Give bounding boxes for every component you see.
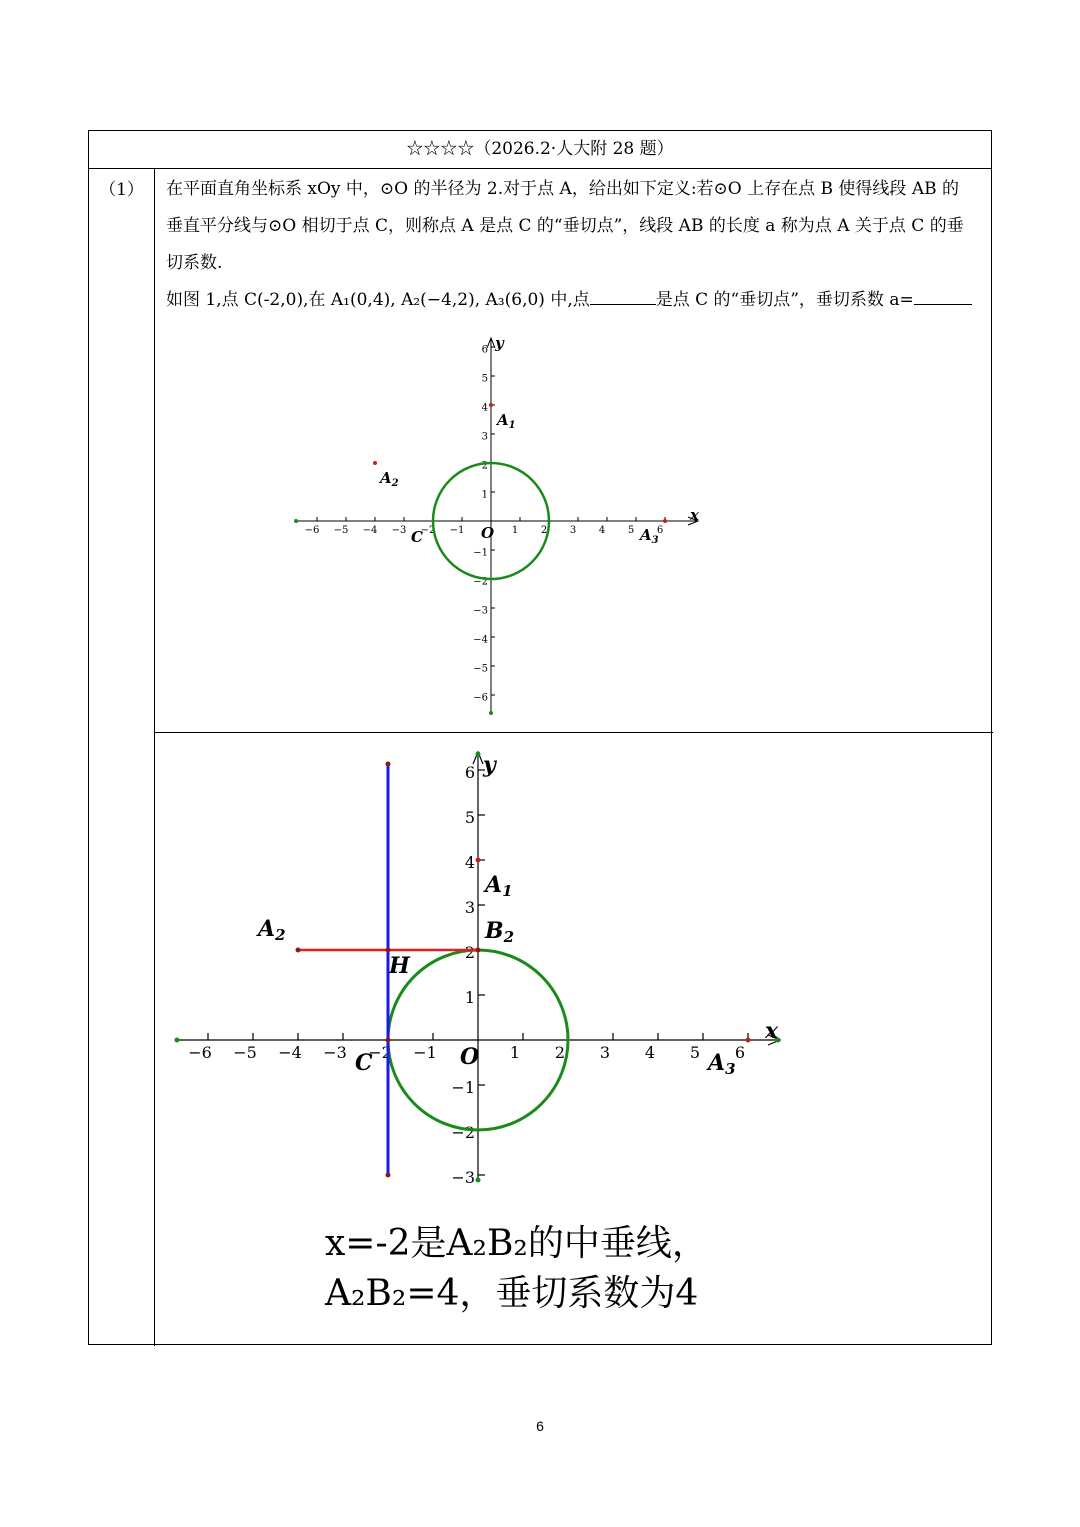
x-tick-label: 6 (734, 1043, 746, 1062)
point-b2 (476, 948, 481, 953)
y-tick-label: −1 (451, 1078, 475, 1098)
row-separator (155, 732, 993, 733)
y-tick-label: 2 (464, 943, 475, 963)
axis-end-dot-y (489, 711, 493, 715)
question-line-4 (166, 282, 981, 319)
y-tick-label: 2 (481, 460, 488, 472)
y-tick-label: 1 (464, 988, 475, 1008)
x-tick-label: 3 (569, 525, 577, 536)
x-tick-label: −3 (323, 1043, 347, 1062)
x-tick-label: 1 (509, 1043, 521, 1062)
figure-1-coordinate-plane (280, 330, 720, 720)
x-tick-label: −5 (233, 1043, 257, 1062)
point-c (386, 1038, 391, 1043)
y-tick-label: −3 (451, 1168, 475, 1188)
y-axis-label: y (495, 334, 504, 352)
answer-blank-point[interactable] (590, 288, 656, 305)
question-line-4-mid: 是点 C 的“垂切点”，垂切系数 a= (655, 290, 914, 310)
answer-blank-coefficient[interactable] (914, 288, 972, 305)
x-axis-label: x (690, 506, 699, 524)
label-c: C (355, 1050, 373, 1076)
x-tick-label: −5 (333, 525, 349, 536)
label-a3: $A_3$ (640, 526, 659, 546)
point-a2 (296, 948, 301, 953)
y-tick-label: 6 (481, 344, 488, 356)
x-tick-label: 4 (598, 525, 606, 536)
y-tick-label: 5 (481, 373, 488, 385)
x-tick-label: 2 (540, 525, 548, 536)
line-end-dot-bottom (386, 1173, 391, 1178)
y-tick-label: −6 (473, 692, 488, 704)
question-line-1: 在平面直角坐标系 xOy 中，⊙O 的半径为 2.对于点 A，给出如下定义:若⊙O 上存在点 B 使得线段 AB 的 (166, 179, 960, 199)
point-a3 (663, 519, 667, 523)
y-tick-label: 4 (464, 853, 475, 873)
y-tick-label: −2 (451, 1123, 475, 1143)
y-tick-label: 1 (481, 489, 488, 501)
x-tick-label: 4 (644, 1043, 656, 1062)
x-tick-label: −3 (391, 525, 407, 536)
solution-note-line-1: x=-2是A₂B₂的中垂线， (325, 1223, 708, 1264)
y-tick-label: 3 (464, 898, 475, 918)
y-tick-label: 4 (481, 402, 488, 414)
label-a3: A3 (708, 1050, 736, 1078)
x-tick-label: 5 (627, 525, 635, 536)
y-tick-label: 6 (464, 763, 475, 783)
line-end-dot-top (386, 762, 391, 767)
solution-note-line-2: A₂B₂=4，垂切系数为4 (325, 1273, 699, 1314)
axis-end-dot-x-left (175, 1038, 180, 1043)
y-tick-label: −2 (473, 576, 488, 588)
x-tick-label: −6 (304, 525, 320, 536)
y-tick-label: 3 (481, 431, 488, 443)
question-line-3: 切系数. (166, 253, 223, 273)
x-tick-label: 6 (656, 525, 664, 536)
x-tick-label: −4 (362, 525, 378, 536)
y-tick-label: −3 (473, 605, 488, 617)
label-b2: B2 (485, 918, 515, 946)
x-tick-label: −4 (278, 1043, 302, 1062)
label-c: C (411, 528, 423, 546)
question-number: （1） (89, 169, 155, 1346)
origin-label: O (481, 524, 495, 542)
axis-end-dot-y-top (476, 752, 481, 757)
label-a2: $A_2$ (380, 469, 399, 489)
x-axis-label: x (765, 1018, 779, 1044)
y-tick-label: 5 (464, 808, 475, 828)
table-header: ☆☆☆☆（2026.2·人大附 28 题） (89, 131, 991, 169)
origin-label: O (460, 1044, 480, 1070)
question-text (166, 171, 981, 319)
point-h (386, 948, 391, 953)
x-tick-label: 3 (599, 1043, 611, 1062)
x-tick-label: −2 (420, 525, 436, 536)
axis-end-dot-y-bottom (476, 1178, 481, 1183)
x-tick-label: −1 (449, 525, 465, 536)
question-line-2: 垂直平分线与⊙O 相切于点 C，则称点 A 是点 C 的“垂切点”，线段 AB 的长度 a 称为点 A 关于点 C 的垂 (166, 216, 964, 236)
y-tick-label: −4 (473, 634, 488, 646)
label-a2: A2 (258, 916, 286, 944)
x-tick-label: −2 (368, 1043, 392, 1062)
x-tick-label: −6 (188, 1043, 212, 1062)
x-tick-label: 2 (554, 1043, 566, 1062)
label-a1: $A_1$ (497, 411, 516, 431)
point-a1 (489, 403, 493, 407)
label-a1: A1 (485, 872, 513, 900)
x-tick-label: 1 (511, 525, 519, 536)
x-tick-label: 5 (689, 1043, 701, 1062)
point-a1 (476, 858, 481, 863)
point-a2 (373, 461, 377, 465)
page-number: 6 (536, 1418, 544, 1434)
question-line-4-prefix: 如图 1,点 C(-2,0),在 A₁(0,4), A₂(−4,2), A₃(6,0) 中,点 (166, 290, 590, 310)
y-tick-label: −1 (473, 547, 488, 559)
figure-2-solution-diagram (160, 740, 960, 1330)
y-tick-label: −5 (473, 663, 488, 675)
axis-end-dot-x (294, 519, 298, 523)
x-tick-label: −1 (413, 1043, 437, 1062)
y-axis-label: y (483, 752, 496, 778)
label-h: H (389, 953, 410, 979)
point-a3 (746, 1038, 751, 1043)
